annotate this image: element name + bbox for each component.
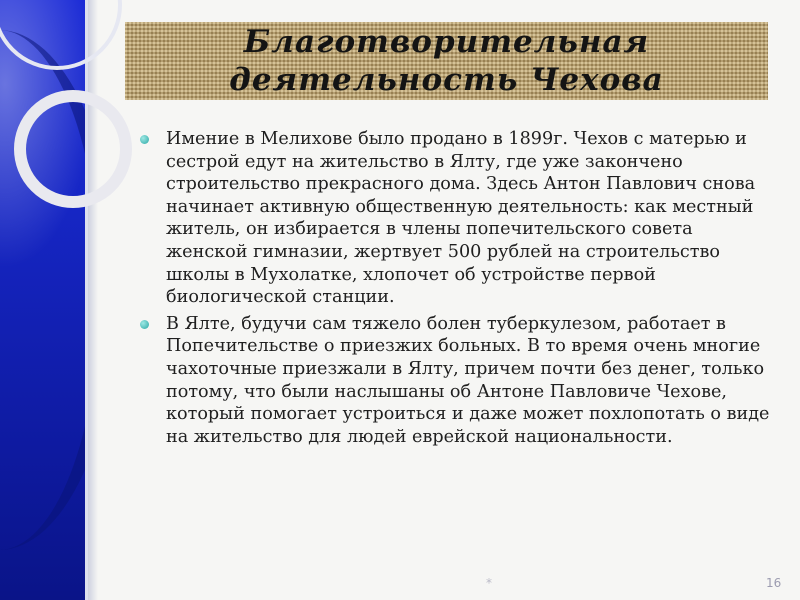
bullet-icon [140,320,149,329]
bullet-item [138,313,778,449]
title-banner [125,22,768,100]
slide-title-line-2: деятельность Чехова [229,62,664,98]
bullet-text: Имение в Мелихове было продано в 1899г. Чехов с матерью и сестрой едут на жительство в Ялту, где уже закончено строительство прекрасного дома. Здесь Антон Павлович снова начинает активную общественную деятельность: как местный житель, он избирается в члены попечительского совета женской гимназии, жертвует 500 рублей на строительство школы в Мухолатке, хлопочет об устройстве первой биологической станции. [166,129,756,308]
bullet-text: В Ялте, будучи сам тяжело болен туберкулезом, работает в Попечительстве о приезжих больных. В то время очень многие чахоточные приезжали в Ялту, причем почти без денег, только потому, что были наслышаны об Антоне Павловиче Чехове, который помогает устроиться и даже может похлопотать о виде на жительство для людей еврейской национальности. [166,313,770,447]
band-shadow [88,0,98,600]
footer-mark: * [486,576,492,590]
page-number: 16 [766,576,782,590]
slide-body [138,128,778,448]
bullet-item [138,128,778,309]
slide-title-line-1: Благотворительная [243,24,650,60]
decor-ring [14,90,132,208]
bullet-icon [140,135,149,144]
